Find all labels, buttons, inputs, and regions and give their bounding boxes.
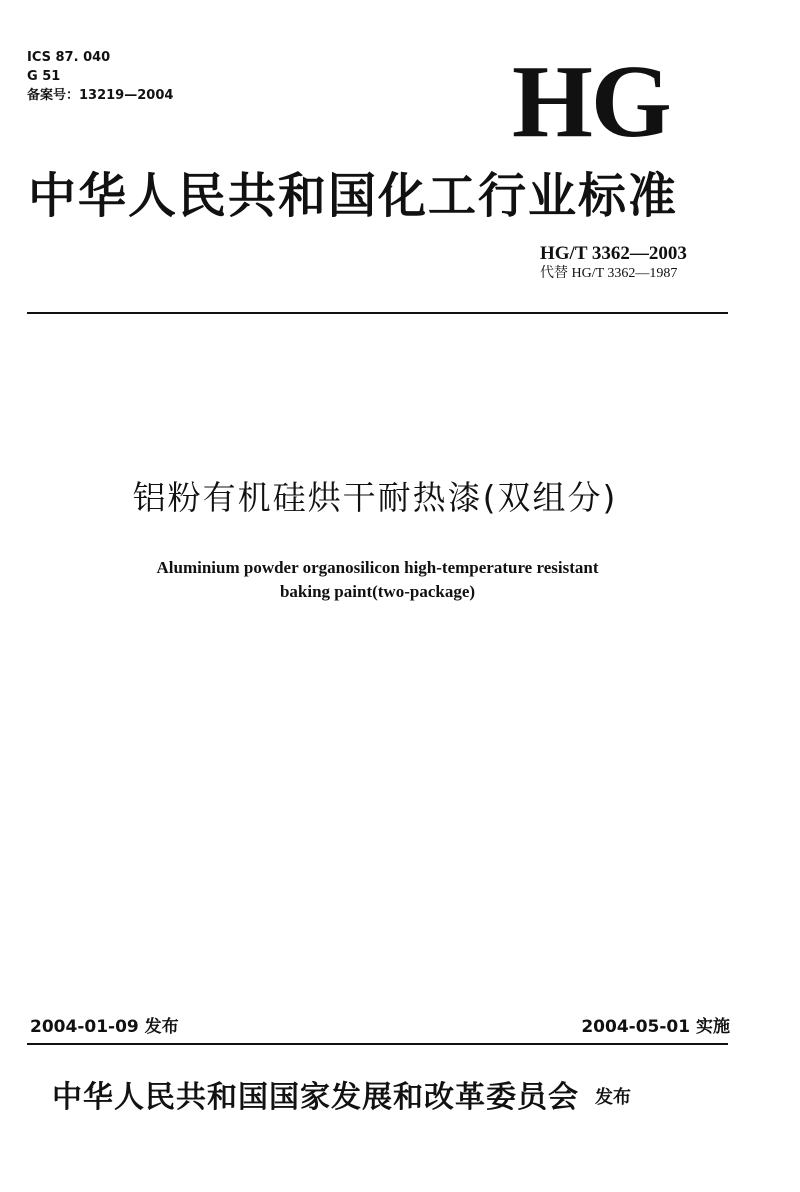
title-english [0, 556, 755, 604]
organization-title: 中华人民共和国化工行业标准 [28, 168, 679, 224]
filing-number: 备案号：13219—2004 [27, 88, 174, 103]
top-divider [27, 312, 728, 314]
issuer-block [52, 1078, 631, 1118]
standard-codes [540, 243, 687, 282]
issuer-name: 中华人民共和国国家发展和改革委员会 [52, 1080, 579, 1115]
standard-code: HG/T 3362—2003 [540, 243, 687, 264]
replaces-code: 代替 HG/T 3362—1987 [540, 266, 678, 281]
title-english-line1: Aluminium powder organosilicon high-temperature resistant [156, 558, 599, 577]
bottom-divider [27, 1043, 728, 1045]
classification-block [27, 48, 173, 105]
title-english-line2: baking paint(two-package) [279, 582, 476, 601]
ics-code: ICS 87. 040 [27, 50, 111, 65]
effective-date: 2004-05-01 实施 [581, 1017, 730, 1037]
publish-date: 2004-01-09 发布 [30, 1017, 179, 1037]
title-chinese: 铝粉有机硅烘干耐热漆(双组分) [132, 478, 618, 517]
issuer-suffix: 发布 [595, 1087, 631, 1108]
hg-logo: HG [512, 44, 670, 159]
class-code: G 51 [27, 69, 61, 84]
